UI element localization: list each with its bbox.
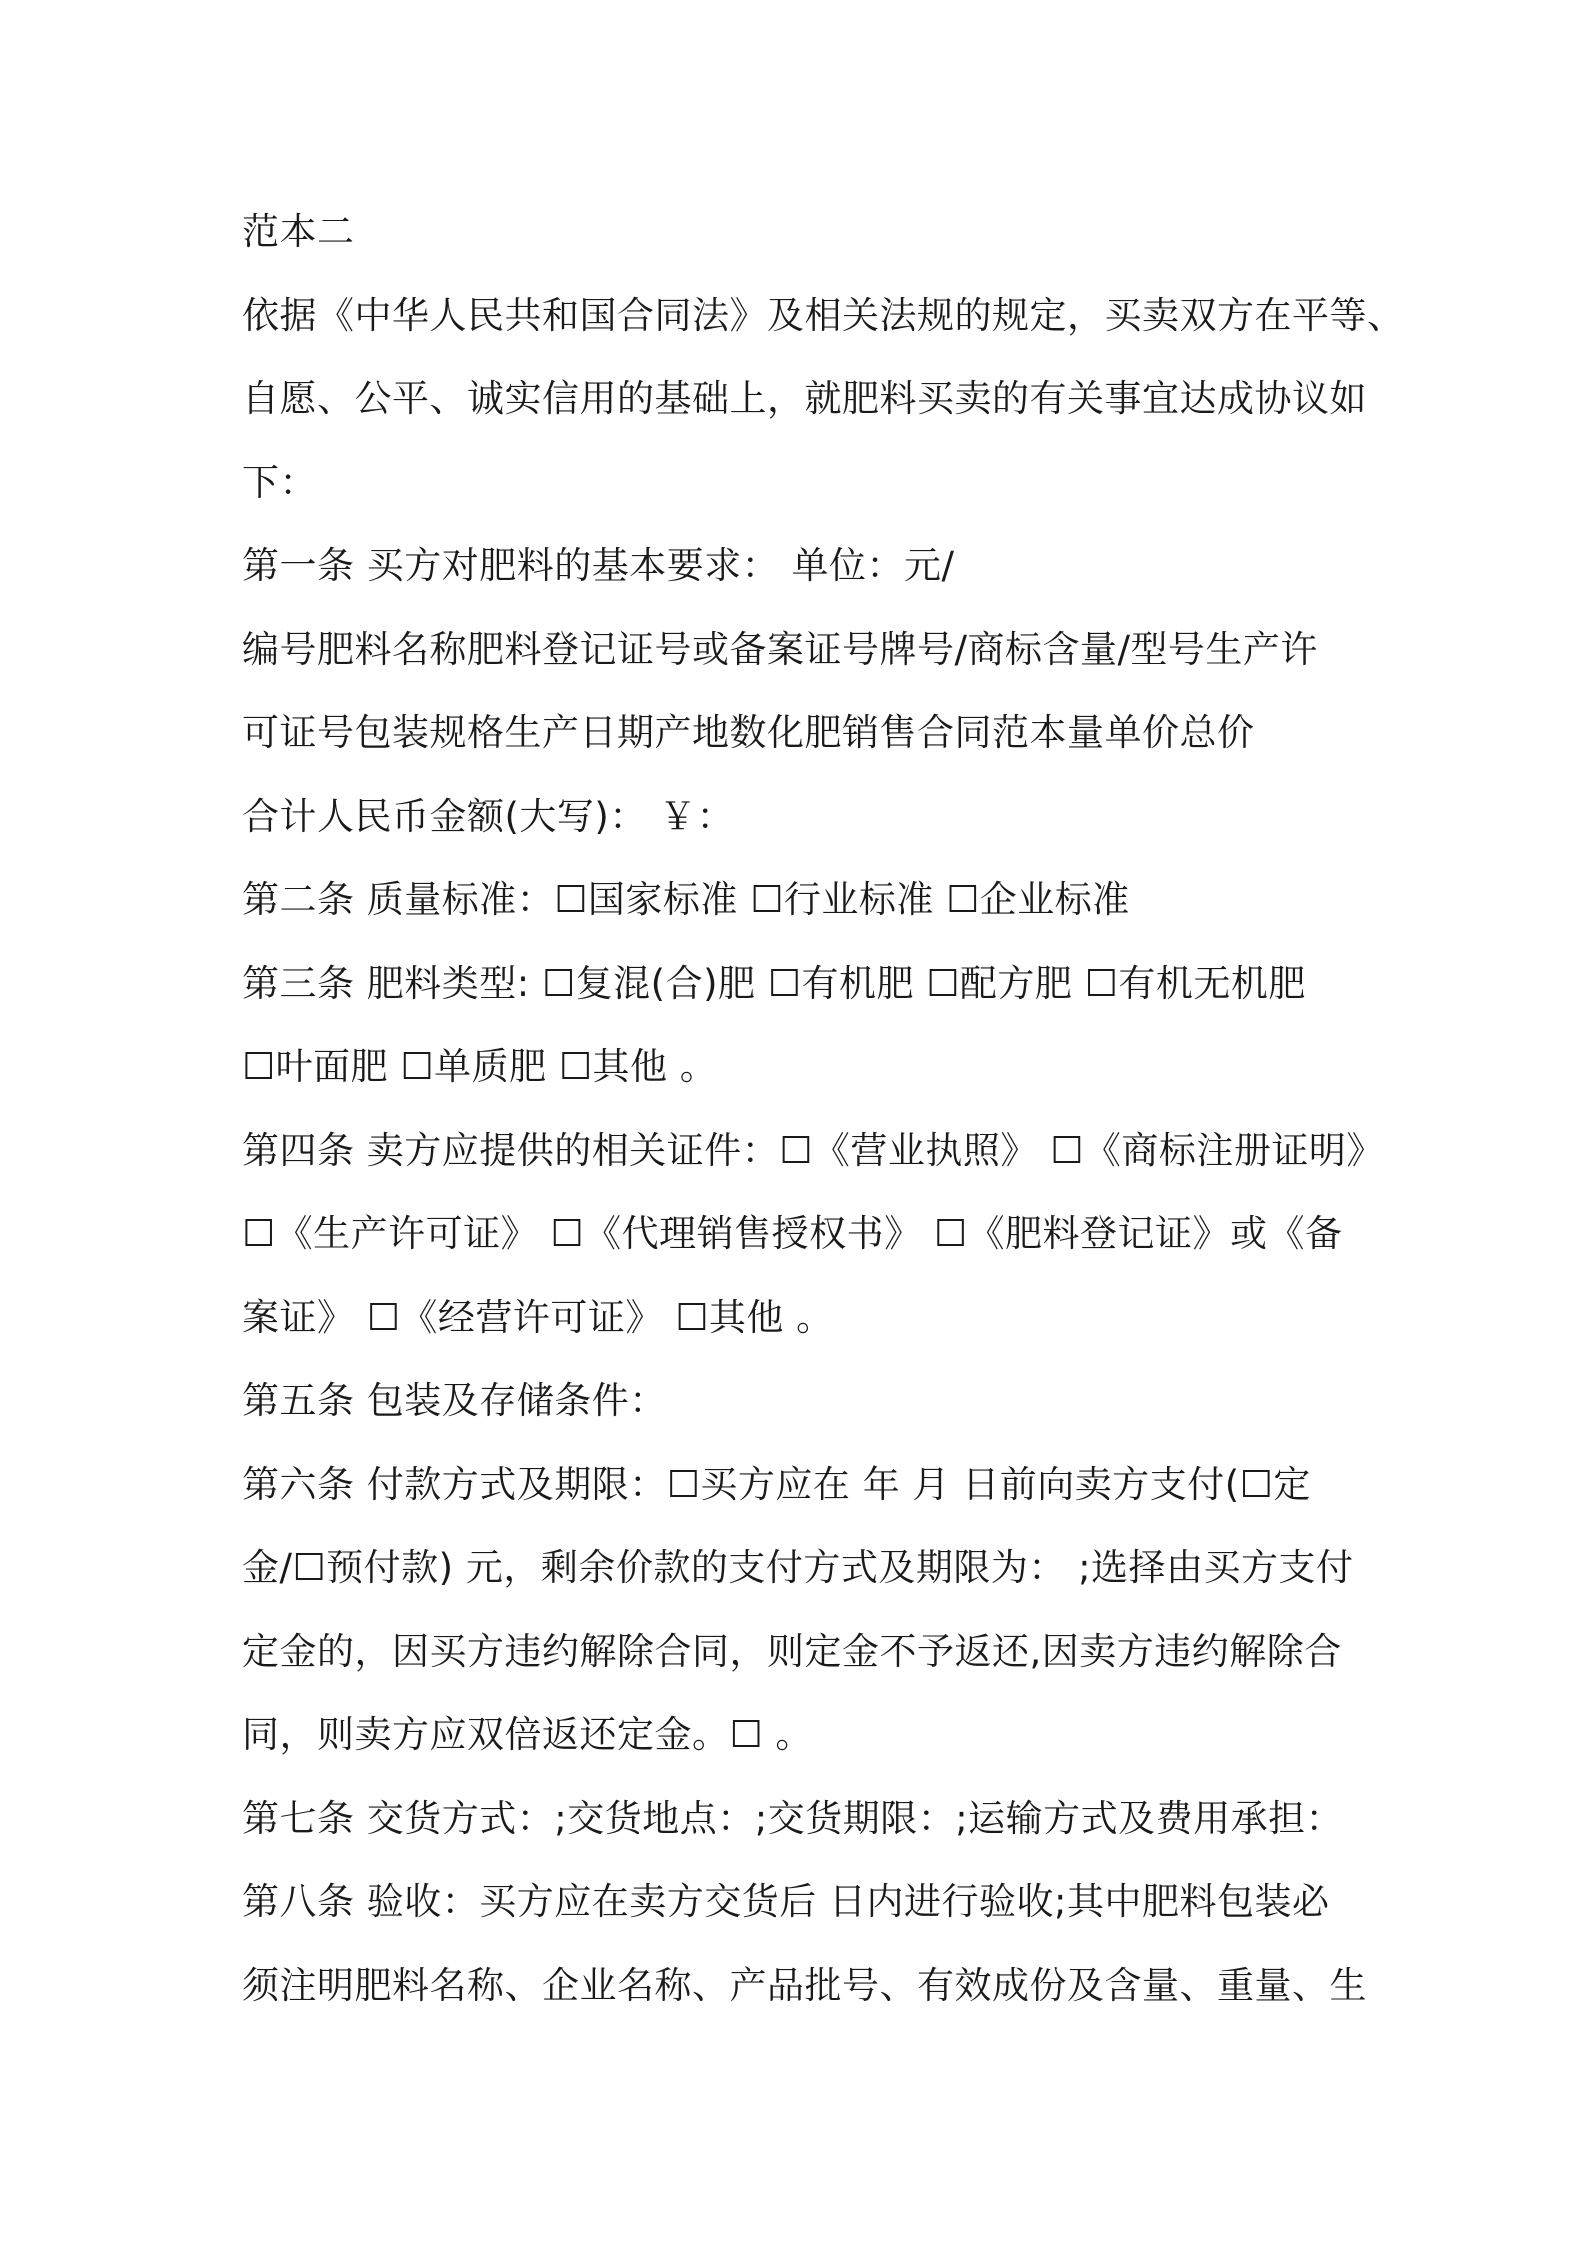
article-2-line: 第二条 质量标准：☐国家标准 ☐行业标准 ☐企业标准	[242, 878, 1130, 921]
article-6-line-4: 同，则卖方应双倍返还定金。☐ 。	[242, 1713, 813, 1756]
article-4-line-2: ☐《生产许可证》 ☐《代理销售授权书》 ☐《肥料登记证》或《备	[242, 1212, 1343, 1255]
article-3-line-2: ☐叶面肥 ☐单质肥 ☐其他 。	[242, 1045, 718, 1088]
article-7-line: 第七条 交货方式：;交货地点：;交货期限：;运输方式及费用承担：	[242, 1796, 1344, 1840]
article-4-line-3: 案证》 ☐《经营许可证》 ☐其他 。	[242, 1295, 834, 1339]
article-1-line-1: 第一条 买方对肥料的基本要求： 单位：元/	[242, 544, 955, 587]
article-6-line-1: 第六条 付款方式及期限：☐买方应在 年 月 日前向卖方支付(☐定	[242, 1462, 1311, 1506]
preamble-line-3: 下：	[242, 460, 317, 504]
article-3-line-1: 第三条 肥料类型: ☐复混(合)肥 ☐有机肥 ☐配方肥 ☐有机无机肥	[242, 961, 1306, 1005]
article-8-line-2: 须注明肥料名称、企业名称、产品批号、有效成份及含量、重量、生	[242, 1963, 1367, 2007]
preamble-line-1: 依据《中华人民共和国合同法》及相关法规的规定，买卖双方在平等、	[242, 293, 1405, 337]
article-6-line-2: 金/☐预付款) 元，剩余价款的支付方式及期限为： ;选择由买方支付	[242, 1546, 1354, 1589]
article-1-total-line: 合计人民币金额(大写)： ￥：	[242, 794, 735, 838]
contract-text	[242, 190, 1405, 2027]
article-6-line-3: 定金的，因买方违约解除合同，则定金不予返还,因卖方违约解除合	[242, 1629, 1342, 1673]
article-1-line-3: 可证号包装规格生产日期产地数化肥销售合同范本量单价总价	[242, 711, 1255, 754]
article-4-line-1: 第四条 卖方应提供的相关证件：☐《营业执照》 ☐《商标注册证明》	[242, 1128, 1384, 1172]
preamble-line-2: 自愿、公平、诚实信用的基础上，就肥料买卖的有关事宜达成协议如	[242, 377, 1367, 420]
article-8-line-1: 第八条 验收：买方应在卖方交货后 日内进行验收;其中肥料包装必	[242, 1880, 1330, 1923]
article-1-line-2: 编号肥料名称肥料登记证号或备案证号牌号/商标含量/型号生产许	[242, 627, 1318, 671]
article-5-line: 第五条 包装及存储条件：	[242, 1379, 667, 1422]
document-heading: 范本二	[242, 210, 355, 253]
